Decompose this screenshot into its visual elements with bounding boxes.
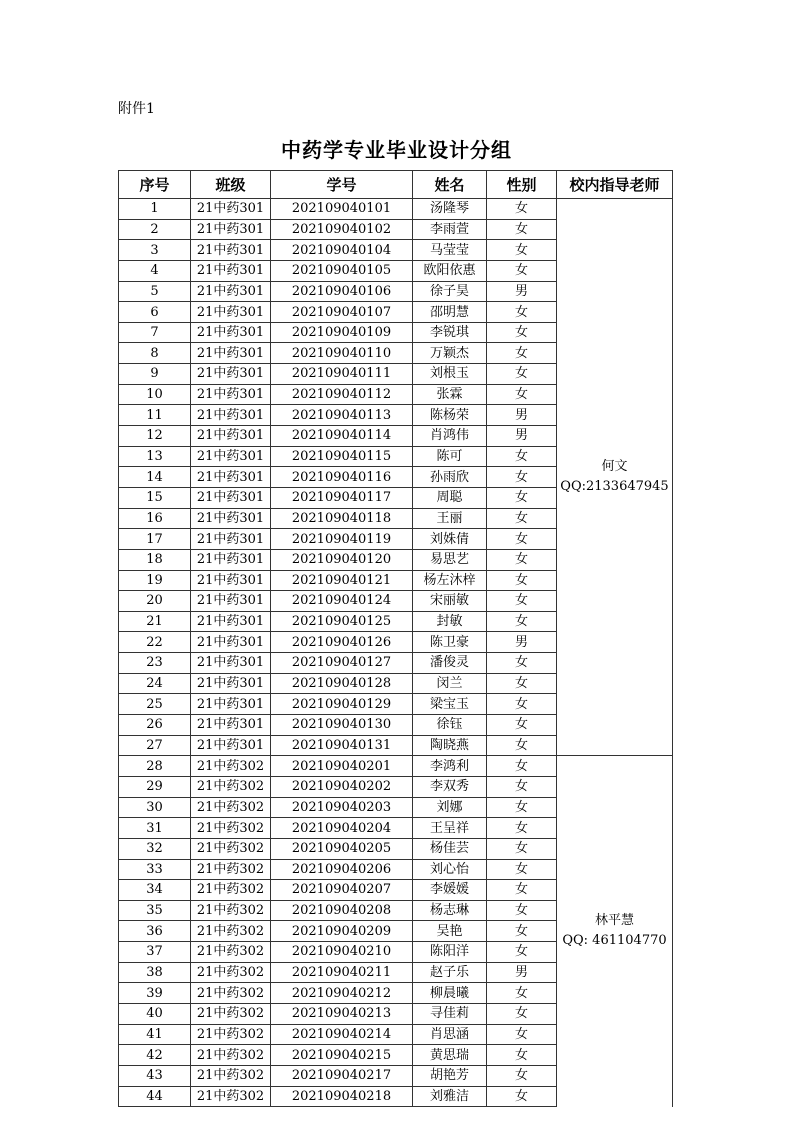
cell-gender: 女 [487,260,557,281]
cell-student-id: 202109040104 [271,240,413,261]
cell-class: 21中药302 [191,818,271,839]
cell-class: 21中药301 [191,467,271,488]
cell-student-name: 汤隆琴 [413,199,487,220]
cell-student-id: 202109040119 [271,529,413,550]
page-title: 中药学专业毕业设计分组 [281,138,512,162]
cell-index: 24 [119,673,191,694]
cell-class: 21中药301 [191,199,271,220]
cell-student-id: 202109040126 [271,632,413,653]
cell-class: 21中药301 [191,343,271,364]
cell-index: 8 [119,343,191,364]
cell-student-id: 202109040114 [271,426,413,447]
cell-student-id: 202109040120 [271,549,413,570]
cell-class: 21中药301 [191,549,271,570]
cell-class: 21中药302 [191,1086,271,1107]
cell-index: 34 [119,880,191,901]
cell-index: 19 [119,570,191,591]
cell-student-name: 赵子乐 [413,962,487,983]
cell-student-id: 202109040202 [271,776,413,797]
cell-index: 10 [119,384,191,405]
cell-gender: 女 [487,983,557,1004]
header-index: 序号 [119,171,191,199]
cell-gender: 女 [487,900,557,921]
cell-index: 16 [119,508,191,529]
cell-student-name: 闵兰 [413,673,487,694]
cell-student-id: 202109040121 [271,570,413,591]
cell-class: 21中药301 [191,735,271,756]
cell-index: 2 [119,219,191,240]
cell-gender: 女 [487,446,557,467]
cell-class: 21中药301 [191,508,271,529]
cell-index: 17 [119,529,191,550]
cell-index: 33 [119,859,191,880]
cell-gender: 女 [487,570,557,591]
cell-gender: 女 [487,467,557,488]
cell-gender: 女 [487,549,557,570]
cell-index: 1 [119,199,191,220]
cell-student-id: 202109040130 [271,715,413,736]
cell-student-name: 李锐琪 [413,322,487,343]
cell-index: 25 [119,694,191,715]
cell-student-name: 易思艺 [413,549,487,570]
cell-class: 21中药302 [191,1045,271,1066]
cell-class: 21中药301 [191,632,271,653]
cell-student-name: 刘心怡 [413,859,487,880]
cell-student-name: 徐钰 [413,715,487,736]
cell-class: 21中药302 [191,942,271,963]
cell-student-name: 李双秀 [413,776,487,797]
cell-index: 7 [119,322,191,343]
cell-class: 21中药301 [191,322,271,343]
cell-gender: 女 [487,797,557,818]
cell-class: 21中药301 [191,446,271,467]
cell-index: 42 [119,1045,191,1066]
cell-class: 21中药301 [191,611,271,632]
cell-gender: 女 [487,487,557,508]
cell-gender: 女 [487,508,557,529]
cell-class: 21中药302 [191,1003,271,1024]
table-row [119,756,673,777]
cell-index: 23 [119,653,191,674]
cell-student-id: 202109040129 [271,694,413,715]
cell-class: 21中药301 [191,487,271,508]
cell-student-id: 202109040208 [271,900,413,921]
cell-gender: 女 [487,735,557,756]
cell-student-id: 202109040124 [271,591,413,612]
cell-class: 21中药302 [191,962,271,983]
cell-index: 31 [119,818,191,839]
cell-gender: 女 [487,240,557,261]
cell-index: 30 [119,797,191,818]
cell-gender: 女 [487,302,557,323]
cell-student-name: 梁宝玉 [413,694,487,715]
cell-student-name: 柳晨曦 [413,983,487,1004]
cell-index: 20 [119,591,191,612]
cell-index: 38 [119,962,191,983]
cell-gender: 女 [487,591,557,612]
cell-student-name: 寻佳莉 [413,1003,487,1024]
cell-student-name: 杨佳芸 [413,838,487,859]
cell-index: 32 [119,838,191,859]
cell-index: 26 [119,715,191,736]
cell-student-name: 陶晓燕 [413,735,487,756]
cell-student-id: 202109040116 [271,467,413,488]
cell-student-id: 202109040212 [271,983,413,1004]
cell-student-id: 202109040204 [271,818,413,839]
cell-student-id: 202109040115 [271,446,413,467]
cell-student-id: 202109040209 [271,921,413,942]
cell-student-id: 202109040213 [271,1003,413,1024]
cell-student-id: 202109040207 [271,880,413,901]
cell-gender: 女 [487,199,557,220]
cell-student-name: 封敏 [413,611,487,632]
cell-gender: 女 [487,818,557,839]
cell-index: 3 [119,240,191,261]
cell-index: 14 [119,467,191,488]
cell-class: 21中药302 [191,900,271,921]
cell-gender: 女 [487,1024,557,1045]
cell-gender: 男 [487,405,557,426]
cell-index: 36 [119,921,191,942]
cell-student-name: 刘根玉 [413,364,487,385]
cell-class: 21中药301 [191,240,271,261]
cell-student-name: 胡艳芳 [413,1065,487,1086]
grouping-table [118,170,673,1107]
cell-student-name: 徐子昊 [413,281,487,302]
cell-gender: 女 [487,838,557,859]
cell-class: 21中药301 [191,653,271,674]
cell-gender: 女 [487,715,557,736]
header-row [119,171,673,199]
cell-gender: 女 [487,776,557,797]
cell-student-name: 邵明慧 [413,302,487,323]
cell-index: 4 [119,260,191,281]
cell-class: 21中药301 [191,426,271,447]
cell-gender: 女 [487,364,557,385]
cell-class: 21中药302 [191,756,271,777]
header-advisor: 校内指导老师 [557,171,673,199]
cell-student-name: 黄思瑞 [413,1045,487,1066]
header-student-id: 学号 [271,171,413,199]
cell-class: 21中药302 [191,1065,271,1086]
cell-student-name: 欧阳依惠 [413,260,487,281]
cell-student-name: 李鸿利 [413,756,487,777]
cell-gender: 女 [487,694,557,715]
cell-index: 6 [119,302,191,323]
cell-index: 43 [119,1065,191,1086]
cell-student-id: 202109040113 [271,405,413,426]
header-class: 班级 [191,171,271,199]
cell-index: 5 [119,281,191,302]
cell-gender: 女 [487,653,557,674]
cell-index: 9 [119,364,191,385]
cell-student-name: 万颖杰 [413,343,487,364]
cell-index: 27 [119,735,191,756]
advisor-qq: QQ:2133647945 [560,479,669,495]
cell-student-id: 202109040101 [271,199,413,220]
cell-student-id: 202109040206 [271,859,413,880]
cell-student-id: 202109040218 [271,1086,413,1107]
cell-class: 21中药301 [191,281,271,302]
cell-student-name: 肖思涵 [413,1024,487,1045]
cell-index: 39 [119,983,191,1004]
cell-student-name: 刘娜 [413,797,487,818]
cell-class: 21中药302 [191,838,271,859]
cell-class: 21中药301 [191,364,271,385]
cell-student-name: 马莹莹 [413,240,487,261]
cell-gender: 女 [487,942,557,963]
cell-student-name: 陈阳洋 [413,942,487,963]
cell-class: 21中药302 [191,797,271,818]
cell-class: 21中药302 [191,1024,271,1045]
cell-student-name: 王呈祥 [413,818,487,839]
table-row [119,199,673,220]
cell-gender: 女 [487,859,557,880]
cell-index: 15 [119,487,191,508]
cell-student-name: 宋丽敏 [413,591,487,612]
cell-index: 13 [119,446,191,467]
cell-gender: 女 [487,1065,557,1086]
cell-student-id: 202109040201 [271,756,413,777]
cell-class: 21中药302 [191,776,271,797]
cell-student-name: 王丽 [413,508,487,529]
cell-student-id: 202109040214 [271,1024,413,1045]
cell-index: 12 [119,426,191,447]
cell-student-id: 202109040111 [271,364,413,385]
cell-class: 21中药301 [191,260,271,281]
cell-student-name: 李媛媛 [413,880,487,901]
cell-class: 21中药301 [191,673,271,694]
cell-index: 29 [119,776,191,797]
cell-student-id: 202109040107 [271,302,413,323]
cell-gender: 女 [487,322,557,343]
cell-student-name: 陈卫豪 [413,632,487,653]
cell-student-name: 陈杨荣 [413,405,487,426]
advisor-name: 林平慧 [594,913,634,929]
cell-gender: 女 [487,529,557,550]
cell-class: 21中药301 [191,715,271,736]
cell-student-name: 潘俊灵 [413,653,487,674]
cell-class: 21中药302 [191,921,271,942]
cell-class: 21中药301 [191,529,271,550]
cell-student-id: 202109040110 [271,343,413,364]
cell-student-name: 吴艳 [413,921,487,942]
cell-student-id: 202109040106 [271,281,413,302]
cell-student-id: 202109040118 [271,508,413,529]
cell-student-id: 202109040131 [271,735,413,756]
cell-index: 40 [119,1003,191,1024]
cell-index: 28 [119,756,191,777]
advisor-cell [557,199,673,756]
cell-gender: 男 [487,632,557,653]
cell-student-name: 刘雅洁 [413,1086,487,1107]
cell-gender: 女 [487,673,557,694]
cell-student-id: 202109040210 [271,942,413,963]
advisor-qq: QQ: 461104770 [562,933,667,949]
cell-gender: 男 [487,426,557,447]
cell-class: 21中药301 [191,384,271,405]
cell-student-id: 202109040102 [271,219,413,240]
cell-student-id: 202109040112 [271,384,413,405]
cell-student-id: 202109040109 [271,322,413,343]
cell-student-name: 李雨萱 [413,219,487,240]
cell-gender: 女 [487,880,557,901]
cell-student-name: 周聪 [413,487,487,508]
header-gender: 性别 [487,171,557,199]
cell-student-name: 陈可 [413,446,487,467]
cell-index: 18 [119,549,191,570]
cell-index: 37 [119,942,191,963]
cell-class: 21中药301 [191,302,271,323]
cell-student-id: 202109040203 [271,797,413,818]
cell-student-name: 肖鸿伟 [413,426,487,447]
cell-student-id: 202109040128 [271,673,413,694]
cell-student-name: 刘姝倩 [413,529,487,550]
cell-class: 21中药301 [191,405,271,426]
advisor-cell [557,756,673,1107]
cell-student-id: 202109040105 [271,260,413,281]
advisor-name: 何文 [601,459,628,475]
cell-index: 35 [119,900,191,921]
cell-student-name: 张霖 [413,384,487,405]
cell-gender: 女 [487,219,557,240]
cell-index: 41 [119,1024,191,1045]
cell-gender: 女 [487,611,557,632]
attachment-label: 附件1 [118,101,155,117]
cell-gender: 女 [487,343,557,364]
cell-class: 21中药302 [191,983,271,1004]
cell-student-id: 202109040117 [271,487,413,508]
cell-gender: 女 [487,1045,557,1066]
cell-index: 44 [119,1086,191,1107]
cell-gender: 男 [487,962,557,983]
cell-index: 22 [119,632,191,653]
cell-student-name: 孙雨欣 [413,467,487,488]
cell-gender: 女 [487,1086,557,1107]
cell-class: 21中药301 [191,694,271,715]
cell-gender: 女 [487,756,557,777]
header-name: 姓名 [413,171,487,199]
cell-student-name: 杨志琳 [413,900,487,921]
cell-class: 21中药301 [191,570,271,591]
cell-index: 11 [119,405,191,426]
cell-student-id: 202109040217 [271,1065,413,1086]
cell-class: 21中药301 [191,591,271,612]
cell-gender: 女 [487,384,557,405]
cell-student-id: 202109040211 [271,962,413,983]
cell-class: 21中药302 [191,859,271,880]
cell-gender: 女 [487,921,557,942]
cell-student-id: 202109040215 [271,1045,413,1066]
cell-student-id: 202109040125 [271,611,413,632]
cell-student-name: 杨左沐梓 [413,570,487,591]
cell-class: 21中药301 [191,219,271,240]
cell-student-id: 202109040127 [271,653,413,674]
cell-student-id: 202109040205 [271,838,413,859]
cell-gender: 女 [487,1003,557,1024]
cell-gender: 男 [487,281,557,302]
cell-index: 21 [119,611,191,632]
cell-class: 21中药302 [191,880,271,901]
